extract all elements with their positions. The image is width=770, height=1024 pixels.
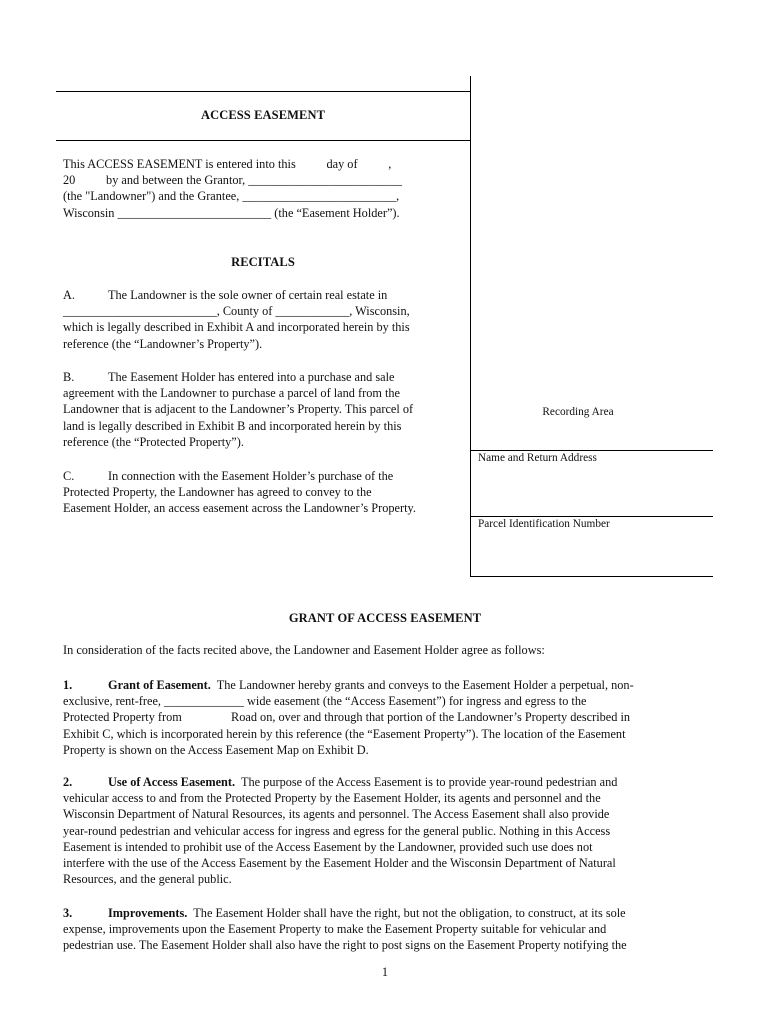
section-line: Resources, and the general public. [63, 872, 232, 887]
recital-first-line: The Easement Holder has entered into a purchase and sale [108, 370, 395, 384]
intro-line: (the "Landowner") and the Grantee, _________________________, [63, 189, 400, 204]
section-line: Protected Property from Road on, over and through that portion of the Landowner’s Property described in [63, 710, 631, 725]
recording-box-divider-2 [470, 516, 713, 517]
recital-b [63, 369, 468, 450]
section-2 [63, 774, 723, 887]
section-3 [63, 905, 723, 954]
section-1 [63, 677, 723, 758]
section-first-line: The Landowner hereby grants and conveys to the Easement Holder a perpetual, non- [216, 678, 634, 692]
recital-line: Easement Holder, an access easement across the Landowner’s Property. [63, 501, 416, 516]
section-number: 2. [63, 775, 73, 789]
recital-line: Landowner that is adjacent to the Landowner’s Property. This parcel of [63, 402, 414, 417]
section-title: Grant of Easement. [108, 678, 211, 692]
section-line: Wisconsin Department of Natural Resources, its agents and personnel. The Access Easement shall also provide [63, 807, 610, 822]
intro-line: This ACCESS EASEMENT is entered into this day of , [63, 157, 392, 171]
intro-paragraph [63, 156, 468, 221]
document-title: ACCESS EASEMENT [200, 108, 326, 122]
grant-heading: GRANT OF ACCESS EASEMENT [288, 611, 482, 625]
recital-first-line: The Landowner is the sole owner of certain real estate in [108, 288, 388, 302]
recital-line: Protected Property, the Landowner has agreed to convey to the [63, 485, 372, 500]
section-line: vehicular access to and from the Protected Property by the Easement Holder, its agents and personnel and the [63, 791, 601, 806]
left-column-divider [470, 76, 471, 577]
section-number: 1. [63, 678, 73, 692]
recital-line: agreement with the Landowner to purchase a parcel of land from the [63, 386, 400, 401]
section-line: expense, improvements upon the Easement Property to make the Easement Property suitable for vehicular and [63, 922, 607, 937]
recital-first-line: In connection with the Easement Holder’s purchase of the [108, 469, 394, 483]
intro-line: Wisconsin _________________________ (the “Easement Holder”). [63, 205, 400, 220]
section-line: year-round pedestrian and vehicular access for ingress and egress for the general public. Nothing in this Access [63, 823, 611, 838]
parcel-id-label: Parcel Identification Number [478, 518, 610, 530]
grant-intro: In consideration of the facts recited above, the Landowner and Easement Holder agree as follows: [63, 643, 545, 657]
section-first-line: The Easement Holder shall have the right, but not the obligation, to construct, at its sole [193, 906, 626, 920]
recital-letter: C. [63, 469, 75, 483]
section-number: 3. [63, 906, 73, 920]
recital-line: reference (the “Landowner’s Property”). [63, 336, 263, 351]
recital-line: which is legally described in Exhibit A and incorporated herein by this [63, 320, 410, 335]
section-line: interfere with the use of the Access Easement by the Easement Holder and the Wisconsin Department of Natural [63, 856, 616, 871]
recital-letter: B. [63, 370, 75, 384]
section-line: Property is shown on the Access Easement Map on Exhibit D. [63, 742, 369, 757]
name-return-address-label: Name and Return Address [478, 452, 597, 464]
section-line: Exhibit C, which is incorporated herein by this reference (the “Easement Property”). The location of the Easement [63, 726, 626, 741]
title-rule-bottom [56, 140, 470, 141]
recital-c [63, 468, 468, 517]
intro-line: 20 by and between the Grantor, _________________________ [63, 173, 402, 188]
recording-box-bottom [470, 576, 713, 577]
recitals-heading: RECITALS [231, 255, 295, 269]
recital-line: reference (the “Protected Property”). [63, 434, 244, 449]
recital-line: land is legally described in Exhibit B and incorporated herein by this [63, 418, 402, 433]
section-line: exclusive, rent-free, _____________ wide easement (the “Access Easement”) for ingress and egress to the [63, 694, 587, 709]
section-line: Easement is intended to prohibit use of the Access Easement by the Landowner, provided such use does not [63, 839, 593, 854]
recording-area-label: Recording Area [542, 406, 614, 418]
title-rule-top [56, 91, 470, 92]
section-title: Improvements. [108, 906, 188, 920]
section-first-line: The purpose of the Access Easement is to provide year-round pedestrian and [240, 775, 618, 789]
section-title: Use of Access Easement. [108, 775, 236, 789]
recital-line: _________________________, County of ____________, Wisconsin, [63, 304, 410, 319]
recording-box-divider-1 [470, 450, 713, 451]
section-line: pedestrian use. The Easement Holder shall also have the right to post signs on the Easement Property notifying the [63, 938, 627, 953]
recital-a [63, 287, 468, 352]
page-number: 1 [381, 965, 389, 979]
recital-letter: A. [63, 288, 75, 302]
